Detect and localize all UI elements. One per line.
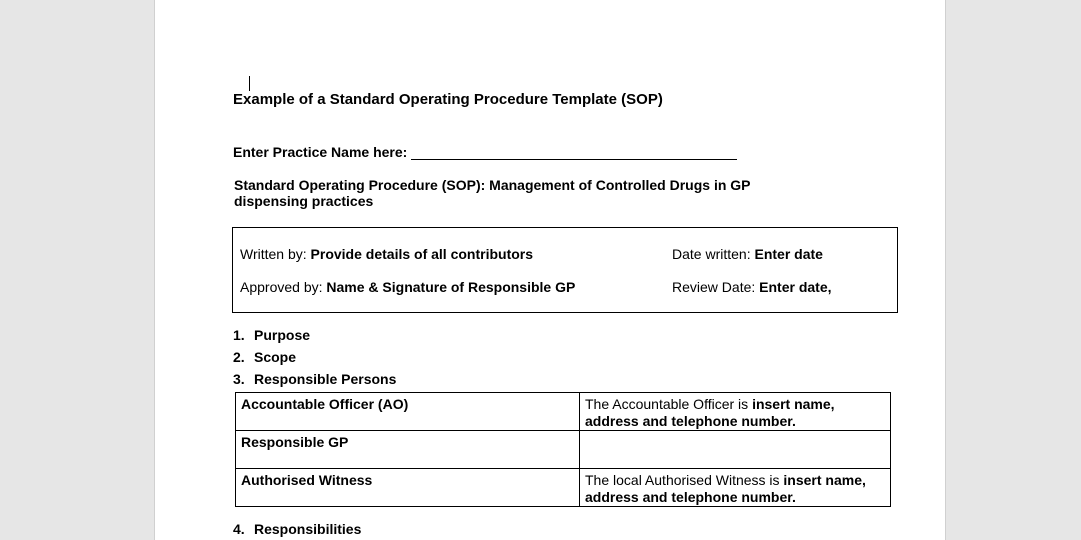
section-title: Scope	[254, 349, 297, 365]
table-cell-role[interactable]: Authorised Witness	[236, 469, 580, 507]
sop-title	[234, 177, 794, 209]
review-date-field[interactable]	[672, 279, 832, 295]
section-heading-scope	[233, 349, 296, 365]
review-date-value: Enter date,	[759, 279, 832, 295]
review-date-label: Review Date:	[672, 279, 760, 295]
sop-title-line-2: dispensing practices	[234, 193, 374, 209]
practice-name-blank-line[interactable]	[411, 145, 737, 160]
approved-by-label: Approved by:	[240, 279, 327, 295]
section-number: 1.	[233, 327, 245, 343]
date-written-label: Date written:	[672, 246, 755, 262]
detail-bold-1: insert name,	[752, 396, 835, 412]
table-cell-detail[interactable]	[580, 431, 891, 469]
table-cell-detail[interactable]	[580, 469, 891, 507]
section-title: Responsibilities	[254, 521, 362, 537]
responsible-persons-table	[235, 392, 891, 507]
table-cell-role[interactable]: Responsible GP	[236, 431, 580, 469]
detail-prefix: The local Authorised Witness is	[585, 472, 784, 488]
written-by-label: Written by:	[240, 246, 311, 262]
practice-name-label: Enter Practice Name here:	[233, 144, 408, 160]
section-title: Purpose	[254, 327, 311, 343]
detail-bold-1: insert name,	[783, 472, 866, 488]
table-row	[236, 469, 891, 507]
date-written-value: Enter date	[754, 246, 823, 262]
section-heading-responsibilities	[233, 521, 361, 537]
detail-bold-2: address and telephone number.	[585, 489, 796, 505]
approved-by-field[interactable]	[240, 279, 575, 295]
sop-title-line-1: Standard Operating Procedure (SOP): Management of Controlled Drugs in GP	[234, 177, 751, 193]
section-title: Responsible Persons	[254, 371, 397, 387]
written-by-value: Provide details of all contributors	[310, 246, 534, 262]
detail-prefix: The Accountable Officer is	[585, 396, 753, 412]
section-number: 2.	[233, 349, 245, 365]
date-written-field[interactable]	[672, 246, 823, 262]
table-row	[236, 431, 891, 469]
table-cell-detail[interactable]	[580, 393, 891, 431]
written-by-field[interactable]	[240, 246, 533, 262]
section-number: 4.	[233, 521, 245, 537]
section-heading-purpose	[233, 327, 310, 343]
detail-bold-2: address and telephone number.	[585, 413, 796, 429]
approved-by-value: Name & Signature of Responsible GP	[326, 279, 576, 295]
section-heading-responsible-persons	[233, 371, 396, 387]
table-cell-role[interactable]: Accountable Officer (AO)	[236, 393, 580, 431]
section-number: 3.	[233, 371, 245, 387]
document-title: Example of a Standard Operating Procedure Template (SOP)	[233, 91, 663, 108]
practice-name-field[interactable]	[233, 144, 737, 160]
table-row	[236, 393, 891, 431]
document-page	[154, 0, 946, 540]
document-info-box	[232, 227, 898, 313]
text-cursor	[249, 76, 250, 91]
